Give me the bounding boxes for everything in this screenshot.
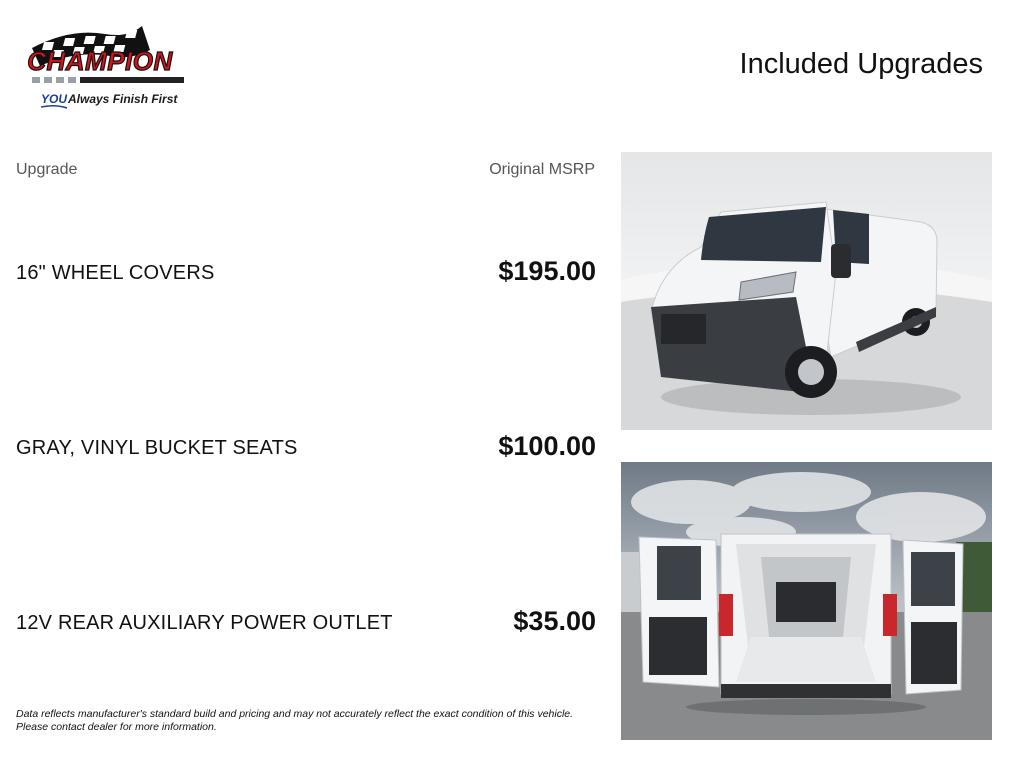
disclaimer-line: Data reflects manufacturer's standard build and pricing and may not accurately reflect the exact condition of this vehicle. bbox=[16, 708, 574, 720]
svg-text:YOU: YOU bbox=[41, 92, 68, 106]
upgrade-name: GRAY, VINYL BUCKET SEATS bbox=[16, 437, 298, 459]
champion-logo bbox=[10, 20, 190, 112]
disclaimer-line: Please contact dealer for more information. bbox=[16, 721, 217, 733]
van-front-photo bbox=[621, 152, 992, 430]
upgrade-name: 12V REAR AUXILIARY POWER OUTLET bbox=[16, 612, 393, 634]
column-header-msrp: Original MSRP bbox=[489, 161, 595, 178]
upgrade-price: $100.00 bbox=[498, 431, 596, 461]
page-title: Included Upgrades bbox=[739, 48, 983, 80]
disclaimer bbox=[16, 708, 606, 734]
svg-text:Always Finish First: Always Finish First bbox=[68, 92, 178, 106]
column-header-upgrade: Upgrade bbox=[16, 161, 78, 178]
upgrade-price: $35.00 bbox=[513, 606, 596, 636]
svg-text:CHAMPION: CHAMPION bbox=[27, 46, 173, 76]
van-rear-open-doors-photo bbox=[621, 462, 992, 740]
upgrade-price: $195.00 bbox=[498, 256, 596, 286]
upgrade-name: 16" WHEEL COVERS bbox=[16, 262, 215, 284]
